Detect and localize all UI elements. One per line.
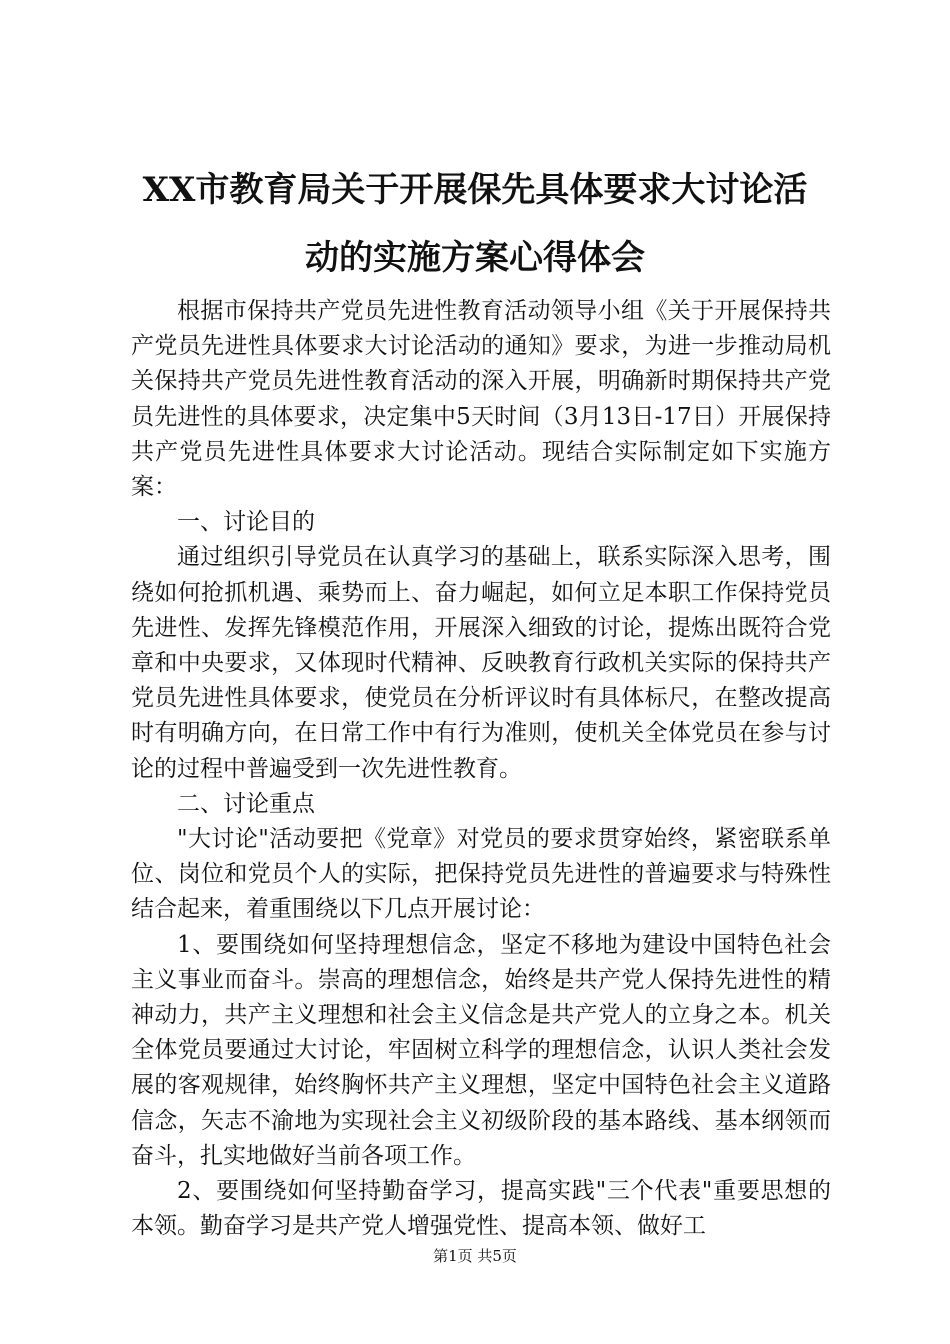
paragraph-focus: "大讨论"活动要把《党章》对党员的要求贯穿始终，紧密联系单位、岗位和党员个人的实际，把保持党员先进性的普遍要求与特殊性结合起来，着重围绕以下几点开展讨论：: [131, 826, 831, 923]
title-line-1: XX市教育局关于开展保先具体要求大讨论活: [142, 170, 808, 210]
section-heading-focus: 二、讨论重点: [177, 790, 315, 817]
paragraph-intro: 根据市保持共产党员先进性教育活动领导小组《关于开展保持共产党员先进性具体要求大讨论活动的通知》要求，为进一步推动局机关保持共产党员先进性教育活动的深入开展，明确新时期保持共产党员先进性的具体要求，决定集中5天时间（3月13日-17日）开展保持共产党员先进性具体要求大讨论活动。现结合实际制定如下实施方案：: [131, 298, 831, 501]
title-line-2: 动的实施方案心得体会: [305, 238, 645, 278]
document-title: [100, 156, 850, 292]
section-heading-purpose: 一、讨论目的: [177, 509, 315, 536]
document-body: [131, 294, 831, 1244]
paragraph-purpose: 通过组织引导党员在认真学习的基础上，联系实际深入思考，围绕如何抢抓机遇、乘势而上、奋力崛起，如何立足本职工作保持党员先进性、发挥先锋模范作用，开展深入细致的讨论，提炼出既符合党章和中央要求，又体现时代精神、反映教育行政机关实际的保持共产党员先进性具体要求，使党员在分析评议时有具体标尺，在整改提高时有明确方向，在日常工作中有行为准则，使机关全体党员在参与讨论的过程中普遍受到一次先进性教育。: [131, 544, 831, 782]
page-footer: 第1页 共5页: [433, 1247, 517, 1265]
paragraph-point-2: 2、要围绕如何坚持勤奋学习，提高实践"三个代表"重要思想的本领。勤奋学习是共产党人增强党性、提高本领、做好工: [131, 1178, 831, 1240]
paragraph-point-1: 1、要围绕如何坚持理想信念，坚定不移地为建设中国特色社会主义事业而奋斗。崇高的理想信念，始终是共产党人保持先进性的精神动力，共产主义理想和社会主义信念是共产党人的立身之本。机关全体党员要通过大讨论，牢固树立科学的理想信念，认识人类社会发展的客观规律，始终胸怀共产主义理想，坚定中国特色社会主义道路信念，矢志不渝地为实现社会主义初级阶段的基本路线、基本纲领而奋斗，扎实地做好当前各项工作。: [131, 931, 831, 1169]
